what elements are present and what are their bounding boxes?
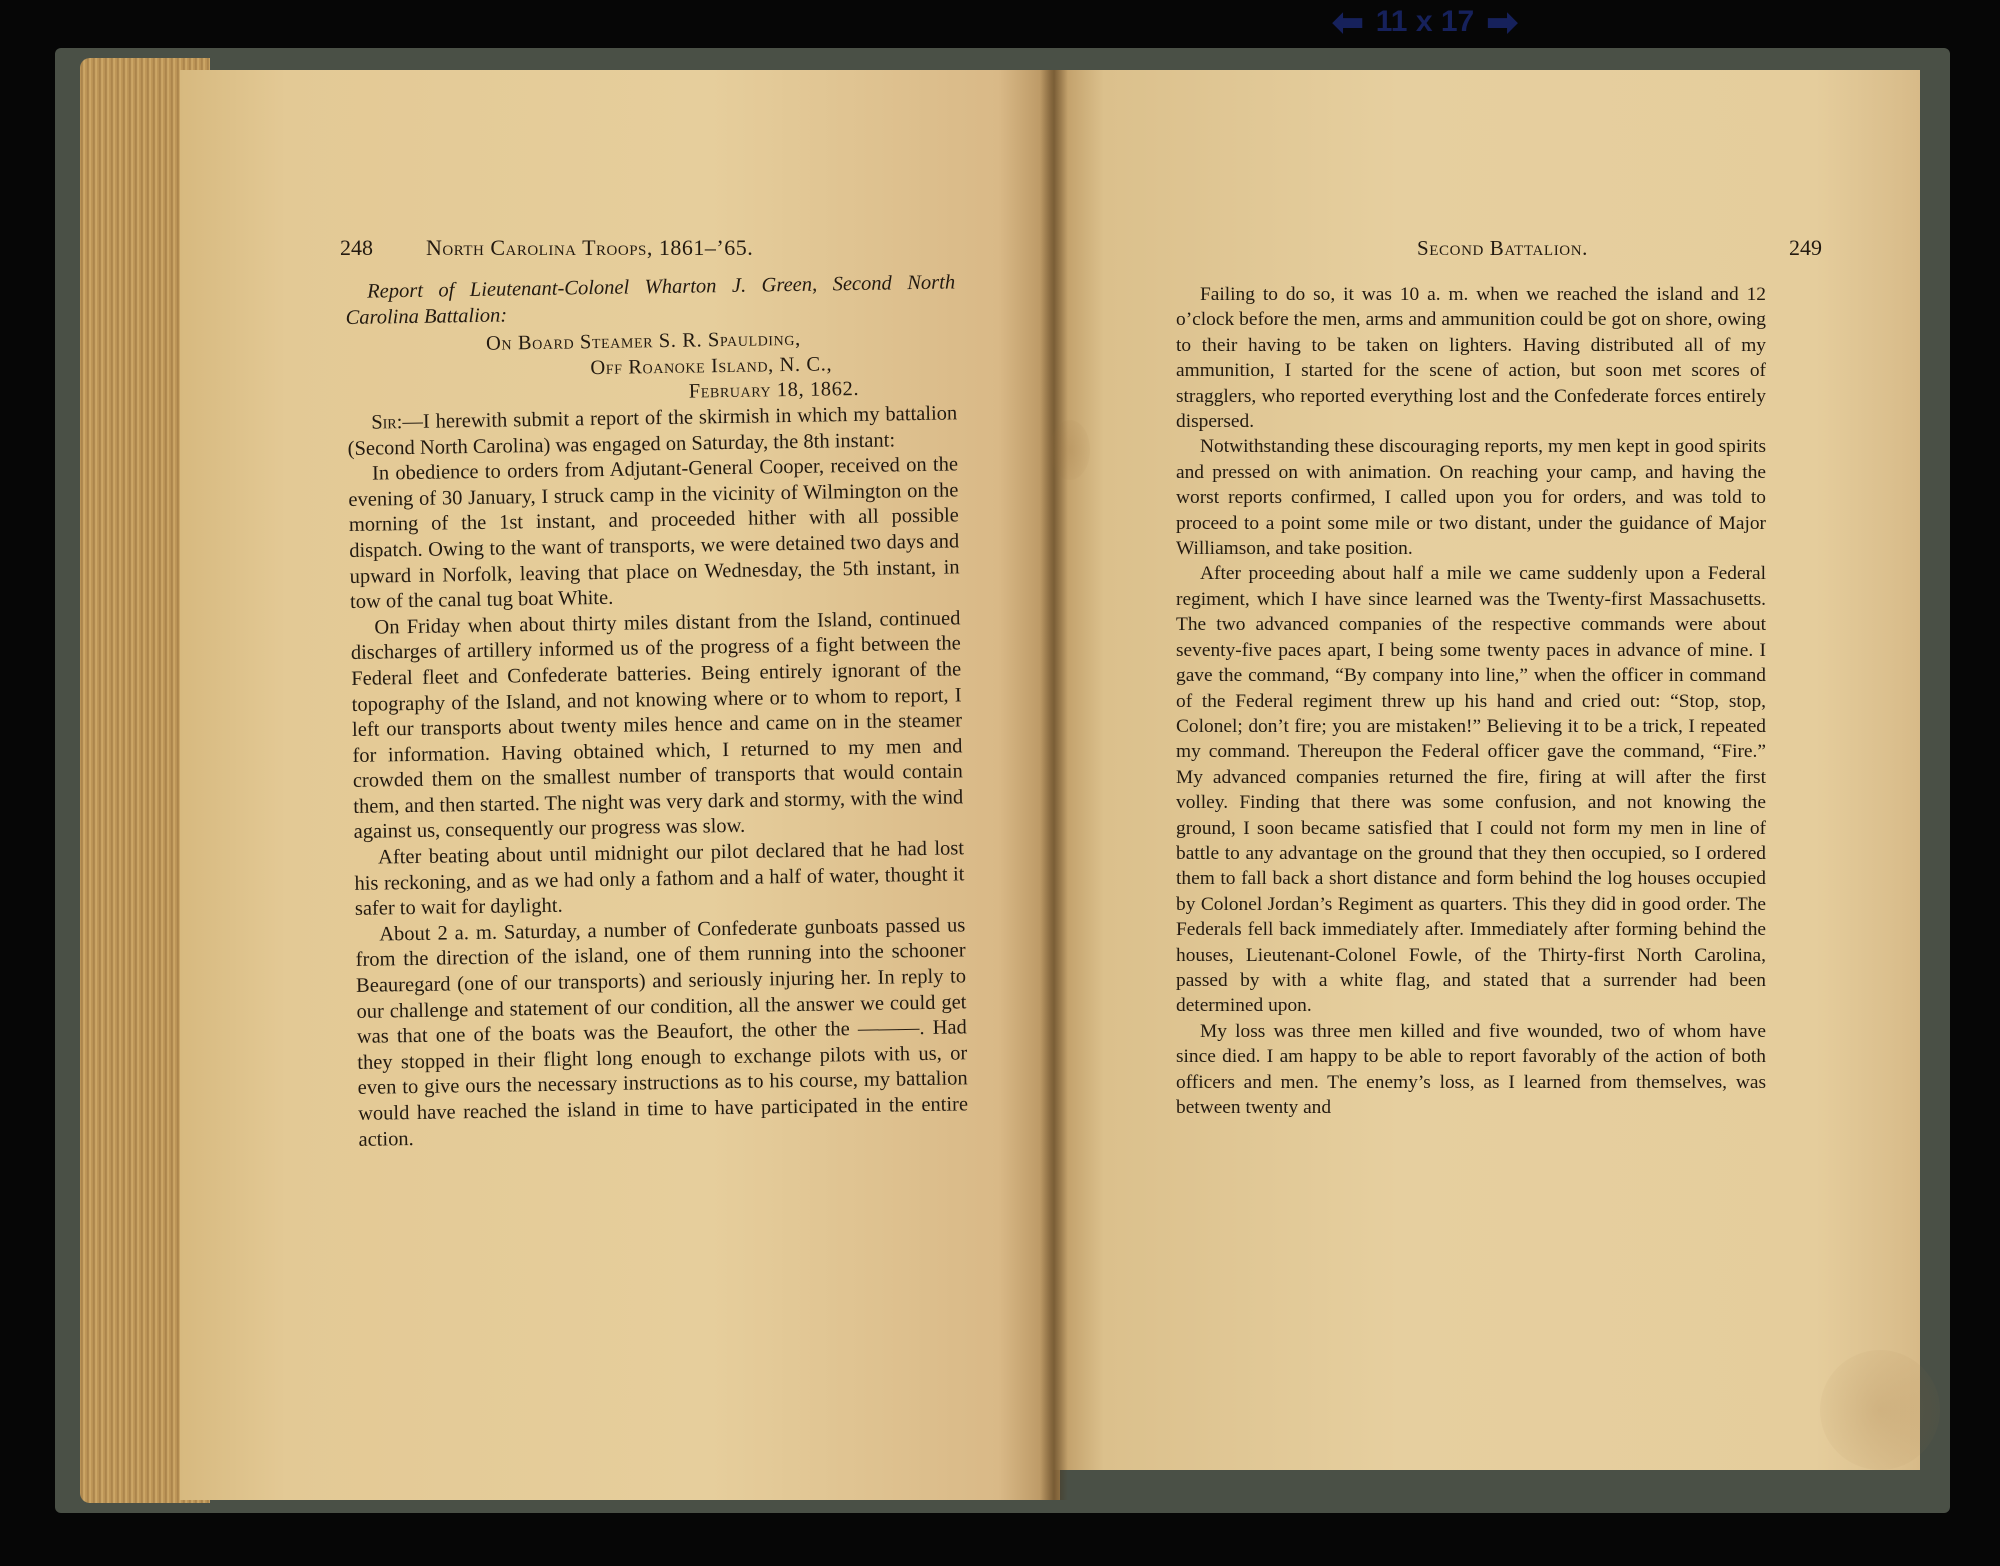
paragraph: After beating about until midnight our pilot declared that he had lost his reckoning, and as we had only a fathom and a half of water, thought it safer to wait for daylight. — [354, 837, 965, 921]
right-running-title: Second Battalion. — [1417, 236, 1589, 260]
salutation: Sir: — [371, 411, 403, 434]
paragraph: My loss was three men killed and five wounded, two of whom have since died. I am happy to be able to report favorably of the action of both officers and men. The enemy’s loss, as I learned from themselves, was between twenty and — [1176, 1020, 1766, 1118]
address-line: On Board Steamer S. R. Spaulding, — [485, 328, 801, 355]
paragraph: About 2 a. m. Saturday, a number of Confederate gunboats passed us from the direction of the island, one of them running into the schooner Beauregard (one of our transports) and seriously injuring her. In reply to our challenge and statement of our condition, all the answer we could get was that one of the boats was the Beaufort, the other the ———. Had they stopped in their flight long enough to exchange pilots with us, or even to give ours the necessary instructions as to his course, my battalion would have reached the island in time to have participated in the entire action. — [355, 914, 969, 1151]
report-title: Report of Lieutenant-Colonel Wharton J. Green, Second North Carolina Battalion: — [345, 271, 956, 329]
book-gutter — [1040, 70, 1068, 1500]
paragraph: Failing to do so, it was 10 a. m. when we reached the island and 12 o’clock before the men, arms and ammunition could be got on shore, owing to their having to be taken on lighters. Having distributed all of my ammunition, I started for the scene of action, but soon met scores of stragglers, who reported everything lost and the Confederate forces entirely dispersed. — [1176, 284, 1766, 433]
paragraph: In obedience to orders from Adjutant-General Cooper, received on the evening of 30 January, I struck camp in the vicinity of Wilmington on the morning of the 1st instant, and proceeded hither with all possible dispatch. Owing to the want of transports, we were detained two days and upward in Norfolk, leaving that place on Wednesday, the 5th instant, in tow of the canal tug boat White. — [348, 453, 960, 614]
right-page-body — [1176, 282, 1766, 1120]
report-address — [346, 325, 957, 411]
arrow-left-icon: ⬅ — [1331, 1, 1364, 44]
left-running-title: North Carolina Troops, 1861–’65. — [426, 235, 754, 260]
right-page-number: 249 — [1789, 235, 1822, 260]
paragraph-text: —I herewith submit a report of the skirmish in which my battalion (Second North Carolina) was engaged on Saturday, the 8th instant: — [347, 402, 958, 460]
left-page-number: 248 — [340, 235, 373, 260]
paragraph: Notwithstanding these discouraging reports, my men kept in good spirits and pressed on with animation. On reaching your camp, and having the worst reports confirmed, I called upon you for orders, and was told to proceed to a point some mile or two distant, under the guidance of Major Williamson, and take position. — [1176, 436, 1766, 560]
scale-label: 11 x 17 — [1375, 5, 1475, 38]
address-line: February 18, 1862. — [688, 378, 860, 403]
page-stain — [1820, 1350, 1940, 1470]
left-running-head — [340, 235, 960, 271]
left-page — [180, 70, 1060, 1500]
paragraph: On Friday when about thirty miles distant from the Island, continued discharges of artillery informed us of the progress of a fight between the Federal fleet and Confederate batteries. Being entirely ignorant of the topography of the Island, and not knowing where or to whom to report, I left our transports about twenty miles hence and came on in the steamer for information. Having obtained which, I returned to my men and crowded them on the smallest number of transports that would contain them, and then started. The night was very dark and stormy, with the wind against us, consequently our progress was slow. — [350, 607, 964, 844]
right-running-head — [1172, 235, 1822, 271]
arrow-right-icon: ➡ — [1486, 1, 1519, 44]
left-page-body — [345, 270, 969, 1153]
paragraph: After proceeding about half a mile we came suddenly upon a Federal regiment, which I have since learned was the Twenty-first Massachusetts. The two advanced companies of the respective commands were about seventy-five paces apart, I being some twenty paces in advance of mine. I gave the command, “By company into line,” when the officer in command of the Federal regiment threw up his hand and cried out: “Stop, stop, Colonel; don’t fire; you are mistaken!” Believing it to be a trick, I repeated my command. Thereupon the Federal officer gave the command, “Fire.” My advanced companies returned the fire, firing at will after the first volley. Finding that there was some confusion, and not knowing the ground, I soon became satisfied that I could not form my men in line of battle to any advantage on the ground that they then occupied, so I ordered them to fall back a short distance and form behind the log houses occupied by Colonel Jordan’s Regiment as quarters. This they did in good order. The Federals fell back immediately after. Immediately after forming behind the houses, Lieutenant-Colonel Fowle, of the Thirty-first North Carolina, passed by with a white flag, and stated that a surrender had been determined upon. — [1176, 563, 1766, 1017]
page-stain — [1050, 420, 1090, 480]
right-page — [1052, 70, 1920, 1470]
address-line: Off Roanoke Island, N. C., — [590, 353, 833, 379]
